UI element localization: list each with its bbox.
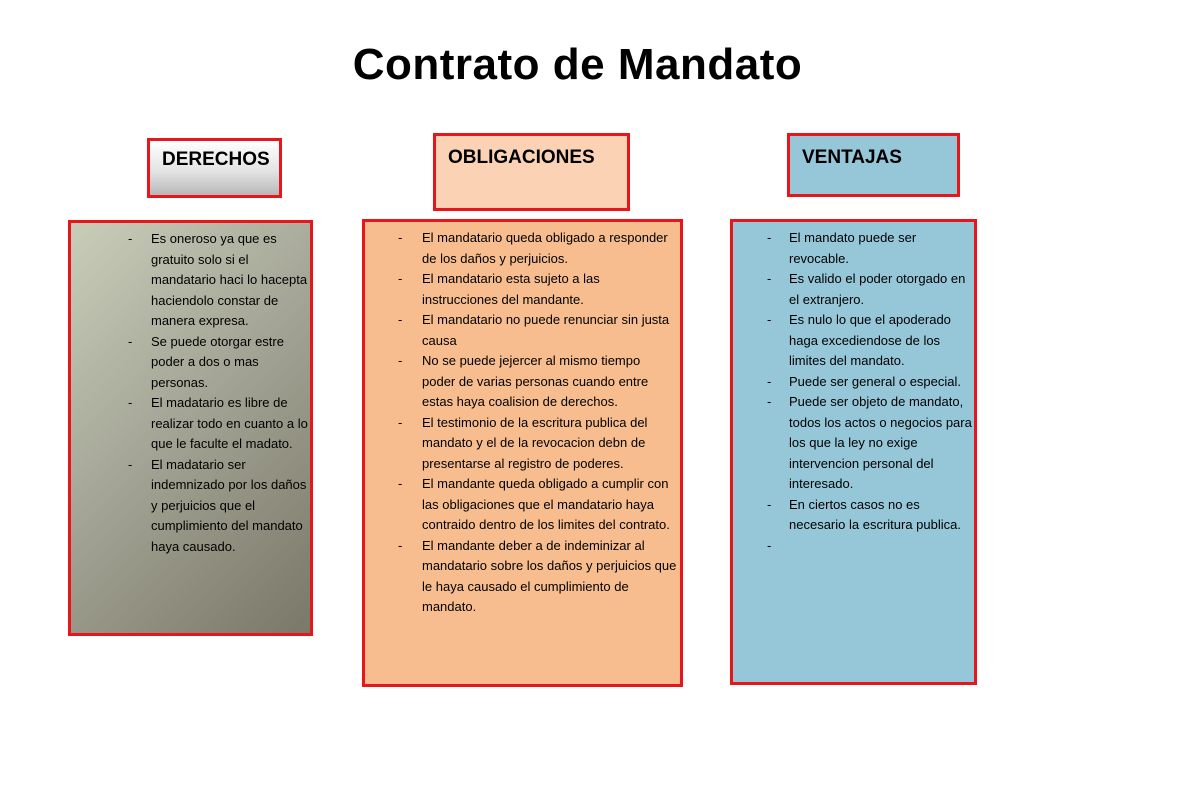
bullet-dash: - bbox=[767, 394, 772, 409]
list-item-text: Es valido el poder otorgado en el extranjero. bbox=[789, 271, 966, 307]
bullet-dash: - bbox=[128, 456, 133, 472]
list-item-text: El mandante deber a de indeminizar al mandatario sobre los daños y perjuicios que le haya causado el cumplimiento de mandato. bbox=[422, 537, 677, 614]
bullet-dash: - bbox=[128, 333, 133, 349]
list-item bbox=[398, 228, 677, 269]
list-item-text: Es nulo lo que el apoderado haga excediendose de los limites del mandato. bbox=[789, 312, 951, 368]
derechos-list bbox=[128, 229, 311, 557]
list-item-text: El mandante queda obligado a cumplir con las obligaciones que el mandatario haya contraido dentro de los limites del contrato. bbox=[422, 476, 670, 532]
list-item-text: No se puede jejercer al mismo tiempo poder de varias personas cuando entre estas haya coalision de derechos. bbox=[422, 353, 649, 409]
bullet-dash: - bbox=[128, 395, 133, 410]
list-item bbox=[767, 269, 979, 310]
obligaciones-header bbox=[433, 133, 630, 211]
list-item-text: El mandato puede ser revocable. bbox=[789, 230, 917, 266]
obligaciones-header-label: OBLIGACIONES bbox=[448, 147, 595, 168]
bullet-dash: - bbox=[767, 496, 772, 512]
list-item bbox=[398, 269, 677, 310]
ventajas-header-label: VENTAJAS bbox=[802, 147, 902, 168]
bullet-dash: - bbox=[398, 537, 403, 553]
list-item-text: El madatario es libre de realizar todo en cuanto a lo que le faculte el madato. bbox=[151, 395, 308, 451]
bullet-dash: - bbox=[398, 353, 403, 368]
list-item bbox=[767, 392, 979, 495]
list-item-text: El testimonio de la escritura publica del mandato y el de la revocacion debn de presentarse al registro de poderes. bbox=[422, 414, 648, 471]
list-item-text: El mandatario no puede renunciar sin justa causa bbox=[422, 312, 670, 348]
obligaciones-box bbox=[362, 219, 683, 687]
list-item bbox=[398, 413, 677, 475]
derechos-header bbox=[147, 138, 282, 198]
list-item bbox=[128, 393, 311, 455]
list-item bbox=[398, 310, 677, 351]
derechos-header-label: DERECHOS bbox=[162, 149, 270, 170]
list-item-text: Puede ser objeto de mandato, todos los actos o negocios para los que la ley no exige intervencion personal del interesado. bbox=[789, 394, 972, 491]
list-item bbox=[128, 332, 311, 394]
ventajas-list bbox=[767, 228, 979, 556]
list-item bbox=[767, 310, 979, 372]
list-item bbox=[767, 495, 979, 536]
list-item-text: El mandatario esta sujeto a las instrucciones del mandante. bbox=[422, 271, 600, 307]
list-item bbox=[398, 536, 677, 618]
list-item bbox=[128, 455, 311, 558]
list-item-text: En ciertos casos no es necesario la escritura publica. bbox=[789, 496, 961, 532]
bullet-dash: - bbox=[767, 230, 772, 245]
list-item-text: Es oneroso ya que es gratuito solo si el mandatario haci lo hacepta haciendolo constar de manera expresa. bbox=[151, 231, 308, 328]
bullet-dash: - bbox=[398, 414, 403, 430]
list-item bbox=[398, 474, 677, 536]
bullet-dash: - bbox=[398, 312, 403, 327]
bullet-dash: - bbox=[767, 271, 772, 286]
list-item bbox=[767, 372, 979, 393]
page-title: Contrato de Mandato bbox=[352, 40, 803, 89]
bullet-dash: - bbox=[767, 537, 772, 553]
ventajas-header bbox=[787, 133, 960, 197]
list-item-text: El madatario ser indemnizado por los daños y perjuicios que el cumplimiento del mandato haya causado. bbox=[151, 456, 307, 554]
list-item bbox=[767, 536, 979, 557]
list-item bbox=[767, 228, 979, 269]
list-item-text: Se puede otorgar estre poder a dos o mas personas. bbox=[151, 333, 284, 390]
list-item bbox=[398, 351, 677, 413]
bullet-dash: - bbox=[398, 230, 403, 245]
ventajas-box bbox=[730, 219, 977, 685]
list-item-text: El mandatario queda obligado a responder de los daños y perjuicios. bbox=[422, 230, 668, 266]
bullet-dash: - bbox=[128, 231, 133, 246]
derechos-box bbox=[68, 220, 313, 636]
bullet-dash: - bbox=[767, 312, 772, 327]
bullet-dash: - bbox=[767, 373, 772, 389]
bullet-dash: - bbox=[398, 476, 403, 491]
list-item bbox=[128, 229, 311, 332]
list-item-text: Puede ser general o especial. bbox=[789, 373, 962, 389]
bullet-dash: - bbox=[398, 271, 403, 286]
obligaciones-list bbox=[398, 228, 677, 618]
